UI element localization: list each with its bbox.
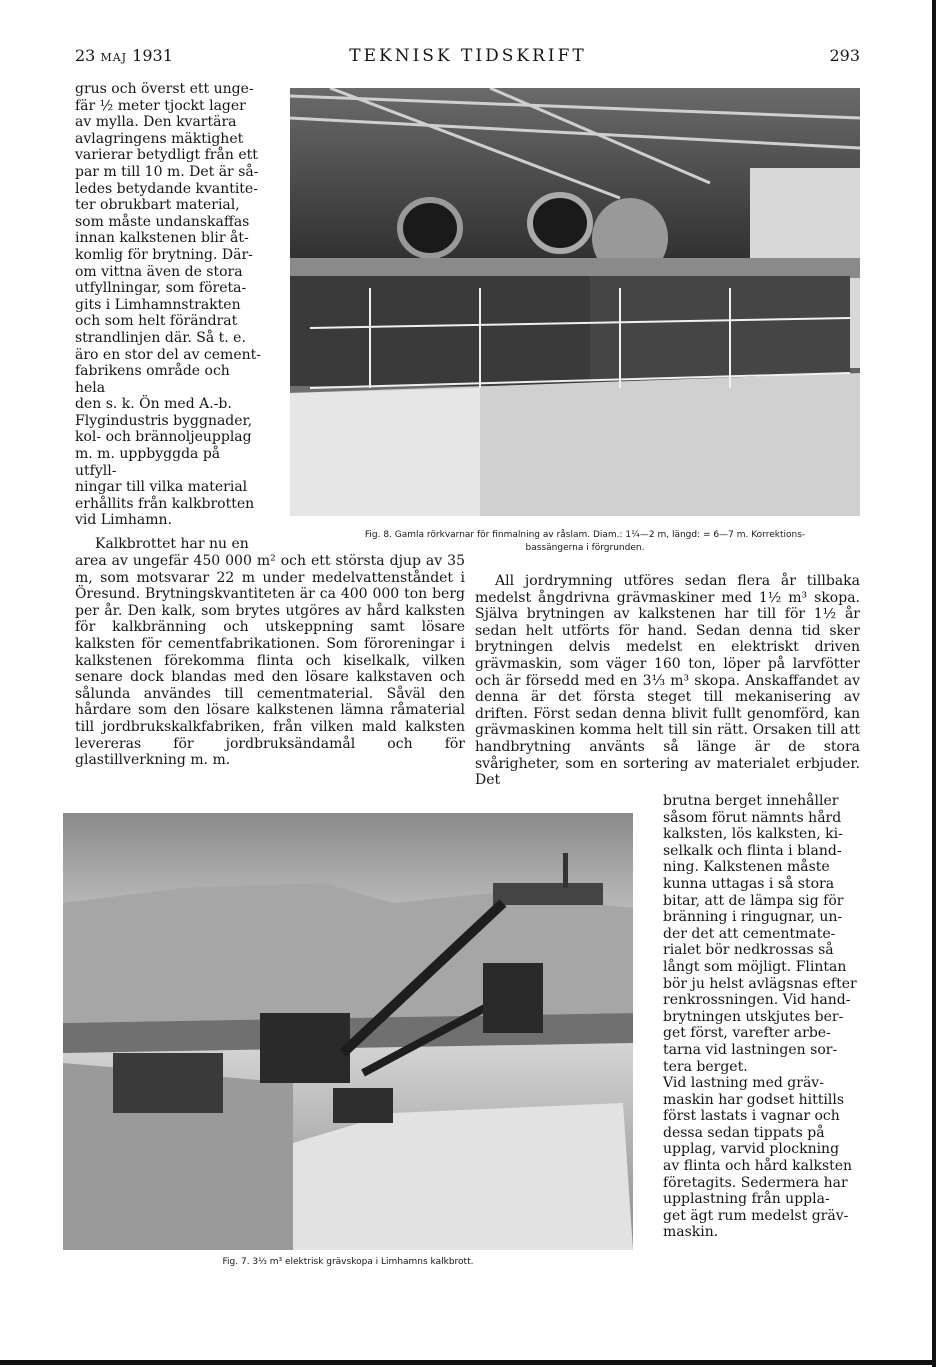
page-edge-right — [932, 0, 936, 1367]
text-line: brutna berget innehåller — [663, 793, 839, 809]
text-line: såsom förut nämnts hård — [663, 809, 842, 826]
narrow-right-column — [663, 793, 861, 1241]
text-line: ledes betydande kvantite- — [75, 180, 258, 197]
right-body-paragraph: All jordrymning utföres sedan flera år tillbaka medelst ångdrivna grävmaskiner med 1½ m³ skopa. Själva brytningen av kalkstenen har till för 1½ år sedan helt utförts för hand. Sedan denna tid sker brytningen delvis medelst en elektriskt driven grävmaskin, som väger 160 ton, löper på larvfötter och är försedd med en 3⅓ m³ skopa. Anskaffandet av denna är det första steget till mekanisering av driften. Först sedan denna blivit fullt genomförd, kan grävmaskinen komma helt till sin rätt. Orsaken till att handbrytning använts så länge är de stora svårigheter, som en sortering av materialet erbjuder. Det — [475, 573, 860, 789]
text-line: långt som möjligt. Flintan — [663, 958, 847, 975]
text-line: företagits. Sedermera har — [663, 1174, 848, 1191]
text-line: fär ½ meter tjockt lager — [75, 97, 246, 114]
text-line: om vittna även de stora — [75, 263, 243, 280]
text-line: par m till 10 m. Det är så- — [75, 163, 259, 180]
tube-mills-illustration — [290, 88, 860, 516]
text-line: upplag, varvid plockning — [663, 1141, 840, 1158]
text-line: varierar betydligt från ett — [75, 147, 258, 164]
text-line: bränning i ringugnar, un- — [663, 909, 843, 926]
text-line: tarna vid lastningen sor- — [663, 1041, 838, 1058]
text-line: kol- och brännoljeupplag — [75, 429, 252, 446]
text-line: innan kalkstenen blir åt- — [75, 230, 249, 247]
text-line: der det att cementmate- — [663, 925, 836, 942]
text-line: Vid lastning med gräv- — [663, 1075, 824, 1092]
text-line: av flinta och hård kalksten — [663, 1158, 853, 1175]
text-line: den s. k. Ön med A.-b. — [75, 396, 232, 413]
text-line: brytningen utskjutes ber- — [663, 1008, 844, 1025]
text-line: get ägt rum medelst gräv- — [663, 1207, 849, 1224]
fig8-caption: Fig. 8. Gamla rörkvarnar för finmalning av råslam. Diam.: 1¼—2 m, längd: = 6—7 m. Korrektions- bassängerna i förgrunden. — [364, 530, 806, 553]
page-number: 293 — [829, 46, 860, 65]
text-line: äro en stor del av cement- — [75, 346, 261, 363]
page-date: 23 MAJ 1931 — [75, 46, 173, 65]
text-line: maskin. — [663, 1224, 719, 1241]
text-line: gits i Limhamnstrakten — [75, 296, 241, 313]
narrow-left-column — [75, 81, 263, 529]
text-line: grus och överst ett unge- — [75, 81, 254, 97]
text-line: fabrikens område och hela — [75, 363, 230, 396]
kalkbrottet-start-line: Kalkbrottet har nu en — [95, 536, 249, 552]
text-line: upplastning från uppla- — [663, 1191, 830, 1208]
fig8-photo — [290, 88, 860, 516]
text-line: ter obrukbart material, — [75, 197, 240, 214]
text-line: avlagringens mäktighet — [75, 130, 244, 147]
page-edge-bottom — [0, 1360, 936, 1365]
text-line: först lastats i vagnar och — [663, 1108, 840, 1125]
text-line: kunna uttagas i så stora — [663, 875, 835, 892]
text-line: dessa sedan tippats på — [663, 1124, 825, 1141]
journal-title: TEKNISK TIDSKRIFT — [349, 46, 587, 66]
text-line: renkrossningen. Vid hand- — [663, 992, 851, 1009]
text-line: m. m. uppbyggda på utfyll- — [75, 446, 221, 479]
text-line: ningar till vilka material — [75, 479, 248, 496]
text-line: tera berget. — [663, 1058, 748, 1075]
fig7-photo — [63, 813, 633, 1250]
text-line: kalksten, lös kalksten, ki- — [663, 826, 843, 843]
left-body-paragraph: area av ungefär 450 000 m² och ett största djup av 35 m, som motsvarar 22 m under medelvattenståndet i Öresund. Brytningskvantiteten är ca 400 000 ton berg per år. Den kalk, som brytes utgöres av hård kalksten för kalkbränning och utskeppning samt lösare kalksten för cementfabrikationen. Som föroreningar i kalkstenen förekomma flinta och kiselkalk, vilken senare dock blandas med den lösare kalkstaven och sålunda användes till cementmaterial. Såväl den hårdare som den lösare kalkstenen lämna råmaterial till jordbrukskalkfabriken, från vilken mald kalksten levereras för jordbruksändamål och för glastillverkning m. m. — [75, 553, 465, 769]
text-line: rialet bör nedkrossas så — [663, 942, 834, 959]
excavator-illustration — [63, 813, 633, 1250]
text-line: maskin har godset hittills — [663, 1091, 845, 1108]
text-line: och som helt förändrat — [75, 313, 238, 330]
fig7-caption: Fig. 7. 3⅓ m³ elektrisk grävskopa i Limhamns kalkbrott. — [222, 1257, 474, 1267]
text-line: erhållits från kalkbrotten — [75, 495, 255, 512]
text-line: vid Limhamn. — [75, 512, 172, 529]
text-line: utfyllningar, som företa- — [75, 280, 247, 297]
text-line: av mylla. Den kvartära — [75, 114, 237, 131]
text-line: strandlinjen där. Så t. e. — [75, 329, 246, 346]
text-line: komlig för brytning. Där- — [75, 246, 253, 263]
text-line: ning. Kalkstenen måste — [663, 859, 830, 876]
text-line: som måste undanskaffas — [75, 213, 250, 230]
text-line: Flygindustris byggnader, — [75, 412, 253, 429]
text-line: selkalk och flinta i bland- — [663, 842, 842, 859]
text-line: get först, varefter arbe- — [663, 1025, 831, 1042]
text-line: bör ju helst avlägsnas efter — [663, 975, 857, 992]
text-line: bitar, att de lämpa sig för — [663, 892, 844, 909]
